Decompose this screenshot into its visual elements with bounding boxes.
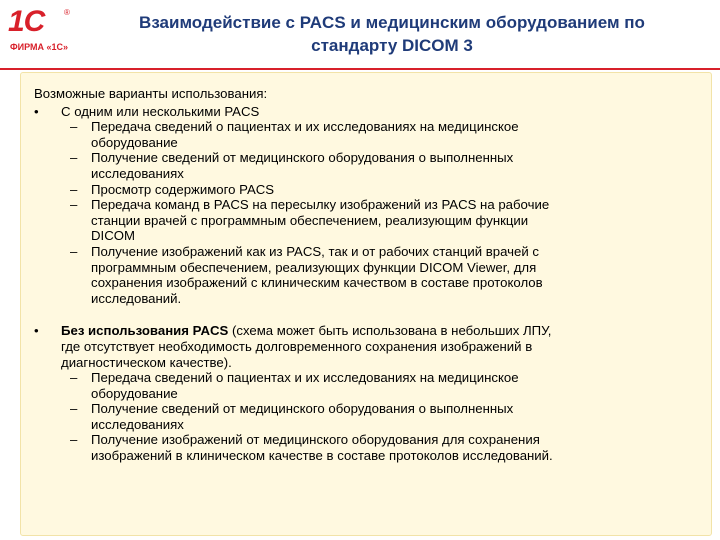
sub-item — [34, 182, 694, 198]
bullet-title-rest: (схема может быть использована в небольших ЛПУ, — [228, 323, 552, 339]
slide-title-line-2: стандарту DICOM 3 — [311, 36, 473, 55]
dash-mark: – — [70, 432, 78, 448]
slide-body — [34, 86, 694, 464]
bullet-title-bold: Без использования PACS — [61, 323, 229, 339]
sub-item-line: оборудование — [91, 385, 178, 401]
sub-item-line: Получение изображений как из PACS, так и от рабочих станций врачей с — [91, 243, 539, 259]
sub-item-line: Просмотр содержимого PACS — [91, 181, 275, 197]
dash-mark: – — [70, 370, 78, 386]
bullet-text-line: где отсутствует необходимость долговременного сохранения изображений в — [61, 338, 533, 354]
sub-item — [34, 197, 694, 244]
title-divider — [0, 68, 720, 70]
sub-item-line: оборудование — [91, 134, 178, 150]
sub-item-line: Передача команд в PACS на пересылку изображений из PACS на рабочие — [91, 197, 550, 213]
sub-item-line: Получение изображений от медицинского оборудования для сохранения — [91, 432, 540, 448]
dash-mark: – — [70, 197, 78, 213]
slide-title — [92, 6, 692, 62]
dash-mark: – — [70, 150, 78, 166]
sub-item — [34, 244, 694, 306]
bullet-text-line: диагностическом качестве). — [61, 354, 232, 370]
intro-text: Возможные варианты использования: — [34, 86, 268, 101]
bullet-mark: • — [34, 323, 39, 339]
sub-item-line: станции врачей с программным обеспечением, реализующим функции — [91, 212, 529, 228]
sub-item-line: программным обеспечением, реализующих функции DICOM Viewer, для — [91, 259, 537, 275]
sub-item-line: Передача сведений о пациентах и их исследованиях на медицинское — [91, 370, 519, 386]
dash-mark: – — [70, 119, 78, 135]
sub-item — [34, 401, 694, 432]
sub-item-line: исследованиях — [91, 165, 184, 181]
bullet-with-pacs — [34, 104, 694, 120]
bullet-without-pacs — [34, 323, 694, 370]
sub-item-line: DICOM — [91, 228, 135, 244]
sub-item-line: сохранения изображений с клиническим качеством в составе протоколов — [91, 275, 543, 291]
sub-item-line: исследованиях — [91, 416, 184, 432]
bullet-mark: • — [34, 103, 39, 119]
logo-registered-mark: ® — [64, 8, 70, 17]
bullet-title: С одним или несколькими PACS — [61, 103, 260, 119]
company-logo — [6, 6, 78, 58]
sub-item-line: Передача сведений о пациентах и их исследованиях на медицинское — [91, 119, 519, 135]
sub-item — [34, 150, 694, 181]
sub-item — [34, 370, 694, 401]
bullet-title-line — [61, 323, 694, 339]
sub-item-line: изображений в клиническом качестве в составе протоколов исследований. — [91, 448, 553, 464]
sub-item-line: исследований. — [91, 290, 182, 306]
dash-mark: – — [70, 181, 78, 197]
dash-mark: – — [70, 401, 78, 417]
sub-item-line: Получение сведений от медицинского оборудования о выполненных — [91, 150, 514, 166]
logo-caption: ФИРМА «1С» — [10, 42, 69, 52]
sub-item-line: Получение сведений от медицинского оборудования о выполненных — [91, 401, 514, 417]
slide-title-line-1: Взаимодействие с PACS и медицинским оборудованием по — [139, 13, 645, 32]
logo-mark: 1С — [8, 5, 45, 38]
dash-mark: – — [70, 243, 78, 259]
sub-item — [34, 432, 694, 463]
spacer — [34, 306, 694, 323]
sub-item — [34, 119, 694, 150]
